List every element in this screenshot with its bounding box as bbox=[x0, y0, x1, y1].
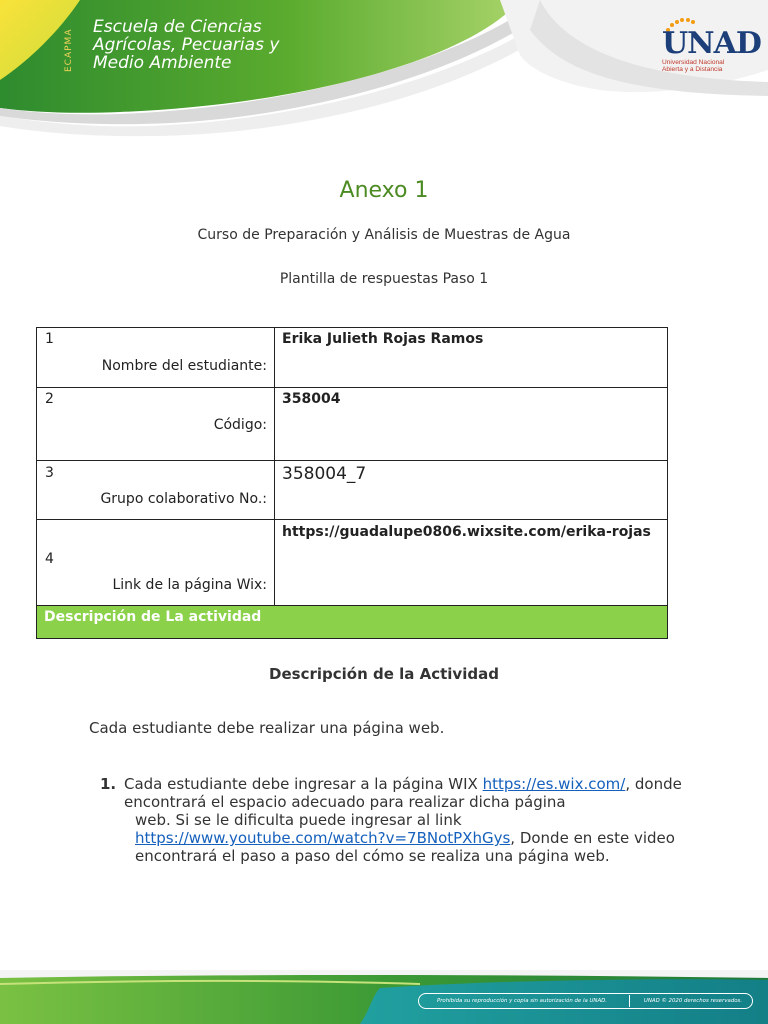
table-label-cell bbox=[37, 388, 275, 461]
description-row bbox=[37, 606, 668, 639]
copyright-notice-right: UNAD © 2020 derechos reservados. bbox=[643, 998, 743, 1004]
row-number: 4 bbox=[45, 551, 54, 567]
row-label: Link de la página Wix: bbox=[112, 577, 267, 593]
row-label: Grupo colaborativo No.: bbox=[100, 491, 267, 507]
school-name bbox=[93, 18, 279, 72]
student-info-table bbox=[36, 327, 668, 639]
copyright-notice-left: Prohibida su reproducción y copia sin autorización de la UNAD. bbox=[436, 998, 608, 1004]
table-label-cell bbox=[37, 520, 275, 606]
row-label: Nombre del estudiante: bbox=[101, 358, 267, 374]
row-label: Código: bbox=[213, 417, 267, 433]
course-name: Curso de Preparación y Análisis de Muestras de Agua bbox=[197, 227, 571, 243]
list-line-4 bbox=[124, 829, 684, 847]
table-row bbox=[37, 328, 668, 388]
activity-heading: Descripción de la Actividad bbox=[269, 665, 499, 683]
unad-logo-subtitle bbox=[662, 59, 742, 73]
list-item-number: 1. bbox=[100, 775, 117, 793]
list-line-5: encontrará el paso a paso del cómo se realiza una página web. bbox=[135, 847, 610, 865]
wix-link[interactable]: https://es.wix.com/ bbox=[482, 775, 626, 793]
header-banner bbox=[0, 0, 768, 140]
group-number-value: 358004_7 bbox=[275, 461, 668, 520]
list-text-1b: , donde bbox=[625, 775, 682, 793]
ecapma-vertical-label: ECAPMA bbox=[64, 28, 74, 72]
school-name-line-2: Agrícolas, Pecuarias y bbox=[93, 35, 280, 55]
document-title: Anexo 1 bbox=[339, 178, 429, 203]
table-row bbox=[37, 520, 668, 606]
activity-intro: Cada estudiante debe realizar una página web. bbox=[89, 719, 445, 737]
list-item bbox=[124, 775, 684, 865]
copyright-notice bbox=[418, 993, 753, 1009]
school-name-line-3: Medio Ambiente bbox=[93, 53, 232, 73]
list-text-4b: , Donde en este video bbox=[510, 829, 675, 847]
row-number: 1 bbox=[45, 331, 54, 347]
description-row-label: Descripción de La actividad bbox=[37, 606, 668, 639]
unad-logo-subtitle-line-1: Universidad Nacional bbox=[662, 59, 725, 66]
unad-logo-word: UNAD bbox=[662, 26, 761, 61]
unad-logo bbox=[660, 16, 761, 80]
school-name-line-1: Escuela de Ciencias bbox=[93, 17, 262, 37]
table-label-cell bbox=[37, 461, 275, 520]
table-label-cell bbox=[37, 328, 275, 388]
copyright-divider bbox=[629, 995, 630, 1007]
row-number: 2 bbox=[45, 391, 54, 407]
template-name: Plantilla de respuestas Paso 1 bbox=[279, 271, 489, 287]
row-number: 3 bbox=[45, 465, 54, 481]
list-line-2: encontrará el espacio adecuado para realizar dicha página bbox=[124, 793, 566, 811]
student-code-value: 358004 bbox=[275, 388, 668, 461]
unad-logo-subtitle-line-2: Abierta y a Distancia bbox=[662, 66, 723, 73]
list-text-1a: Cada estudiante debe ingresar a la página WIX bbox=[124, 775, 483, 793]
student-name-value: Erika Julieth Rojas Ramos bbox=[275, 328, 668, 388]
wix-link-value[interactable]: https://guadalupe0806.wixsite.com/erika-rojas bbox=[275, 520, 668, 606]
table-row bbox=[37, 461, 668, 520]
table-row bbox=[37, 388, 668, 461]
youtube-link[interactable]: https://www.youtube.com/watch?v=7BNotPXhGys bbox=[135, 829, 511, 847]
list-line-1 bbox=[124, 775, 684, 793]
list-line-3: web. Si se le dificulta puede ingresar al link bbox=[135, 811, 462, 829]
